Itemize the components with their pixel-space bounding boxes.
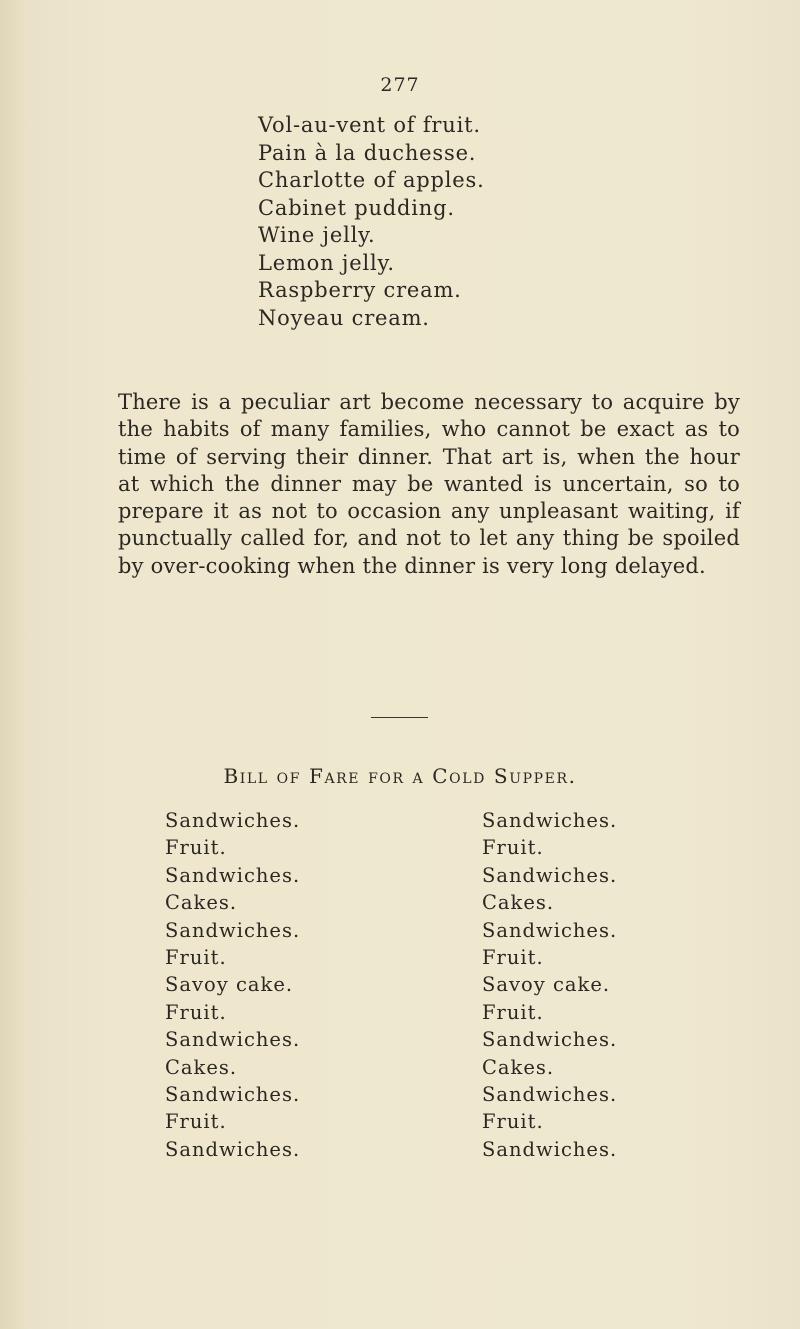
- list-item: Sandwiches.: [165, 1137, 301, 1161]
- list-item: Sandwiches.: [165, 863, 301, 887]
- list-item: Lemon jelly.: [258, 250, 395, 275]
- supper-right-column: [482, 807, 617, 1163]
- list-item: Sandwiches.: [482, 809, 618, 832]
- supper-left-column: [165, 807, 300, 1163]
- list-item: Charlotte of apples.: [258, 168, 485, 192]
- list-item: Fruit.: [482, 946, 544, 970]
- list-item: Fruit.: [482, 1110, 544, 1134]
- section-title: Bill of Fare for a Cold Supper.: [223, 764, 577, 788]
- list-item: Pain à la duchesse.: [258, 140, 477, 165]
- list-item: Cabinet pudding.: [258, 195, 455, 220]
- list-item: Fruit.: [482, 1000, 544, 1024]
- list-item: Sandwiches.: [165, 809, 301, 832]
- list-item: Cakes.: [165, 891, 238, 915]
- list-item: Cakes.: [482, 1055, 555, 1079]
- list-item: Sandwiches.: [482, 863, 618, 887]
- dessert-list: [258, 112, 485, 332]
- list-item: Wine jelly.: [258, 223, 376, 247]
- list-item: Savoy cake.: [482, 973, 611, 997]
- list-item: Sandwiches.: [482, 918, 618, 942]
- list-item: Sandwiches.: [482, 1028, 618, 1052]
- list-item: Fruit.: [165, 1000, 227, 1024]
- list-item: Fruit.: [482, 836, 544, 860]
- list-item: Sandwiches.: [165, 1028, 301, 1052]
- list-item: Sandwiches.: [165, 918, 301, 942]
- list-item: Cakes.: [165, 1055, 238, 1079]
- list-item: Vol-au-vent of fruit.: [258, 113, 481, 137]
- list-item: Sandwiches.: [482, 1137, 618, 1161]
- page-number: 277: [380, 74, 420, 96]
- body-paragraph: There is a peculiar art become necessary to acquire by the habits of many families, who cannot be exact as to time of serving their dinner. That art is, when the hour at which the dinner may be wanted is uncertain, so to prepare it as not to occasion any unpleasant waiting, if punctually called for, and not to let any thing be spoiled by over-cooking when the dinner is very long delayed.: [118, 390, 740, 578]
- list-item: Sandwiches.: [482, 1083, 618, 1107]
- list-item: Noyeau cream.: [258, 305, 430, 330]
- list-item: Fruit.: [165, 946, 227, 970]
- list-item: Fruit.: [165, 1110, 227, 1134]
- list-item: Fruit.: [165, 836, 227, 860]
- list-item: Raspberry cream.: [258, 278, 462, 302]
- list-item: Cakes.: [482, 891, 555, 915]
- list-item: Savoy cake.: [165, 973, 294, 997]
- section-divider: [371, 717, 428, 718]
- list-item: Sandwiches.: [165, 1083, 301, 1107]
